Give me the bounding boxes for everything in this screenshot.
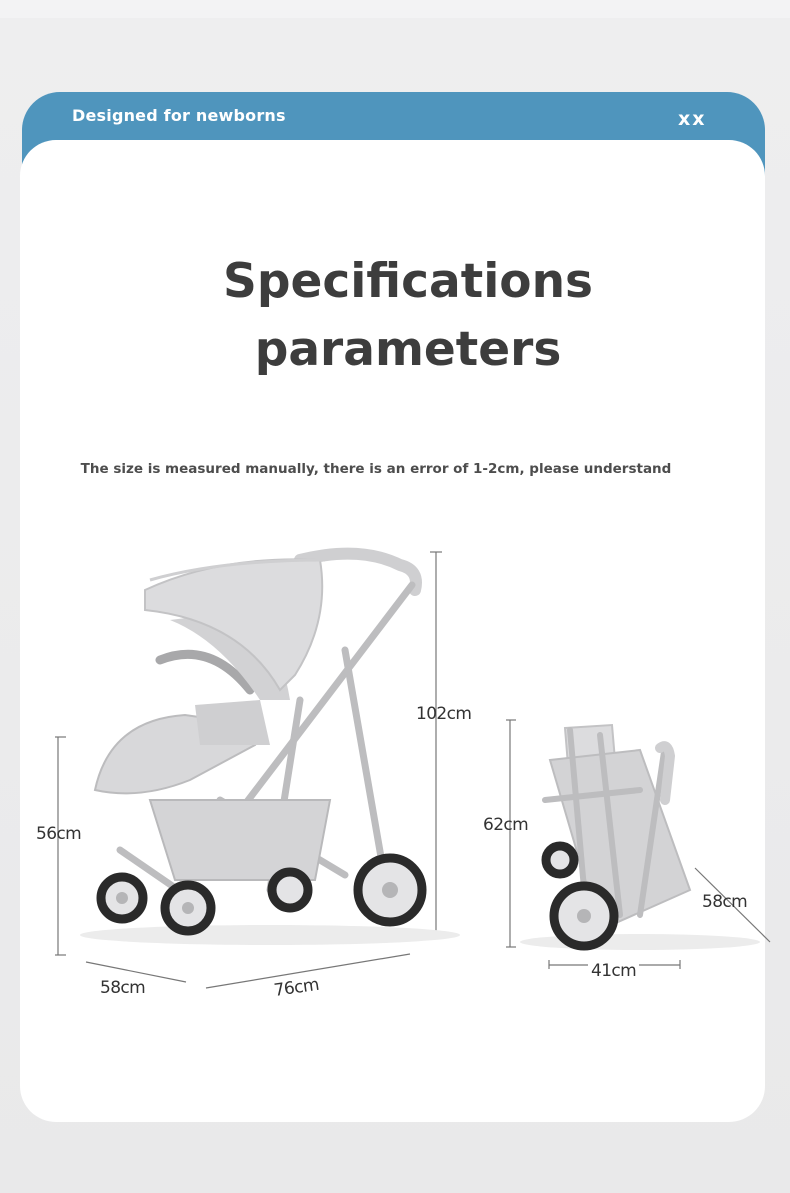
label-unfolded-seat-height: 56cm <box>36 824 82 844</box>
unfolded-stroller <box>80 554 460 945</box>
label-unfolded-height: 102cm <box>416 704 472 724</box>
header-title: Designed for newborns <box>72 106 286 125</box>
label-folded-depth: 58cm <box>702 892 748 912</box>
label-folded-height: 62cm <box>483 815 529 835</box>
label-unfolded-length: 76cm <box>272 974 321 1001</box>
page-title-line-1: Specifications <box>222 254 594 309</box>
header-mark: xx <box>678 108 707 130</box>
page-title-line-2: parameters <box>254 322 562 377</box>
folded-stroller <box>520 725 760 950</box>
label-unfolded-width: 58cm <box>100 978 146 998</box>
measurement-note: The size is measured manually, there is an error of 1-2cm, please understand <box>80 461 672 477</box>
label-folded-width: 41cm <box>588 961 639 981</box>
